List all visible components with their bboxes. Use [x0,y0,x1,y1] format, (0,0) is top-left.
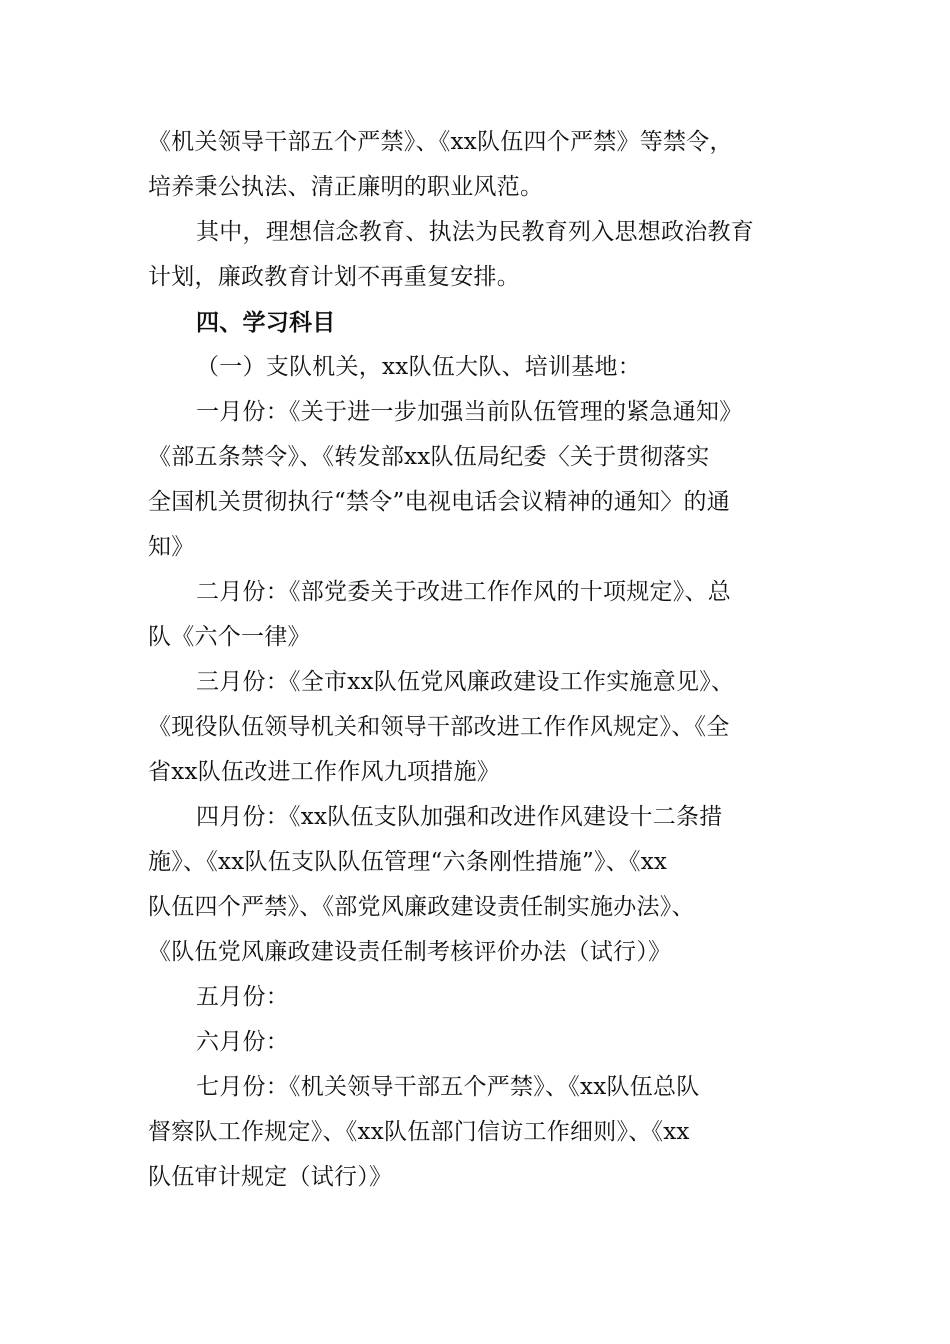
paragraph-line: 《队伍党风廉政建设责任制考核评价办法（试行）》 [148,939,672,965]
section-heading: 四、学习科目 [196,309,336,336]
paragraph-line: 队伍审计规定（试行）》 [148,1164,393,1190]
paragraph-line: 四月份：《xx队伍支队加强和改进作风建设十二条措 [196,804,723,830]
paragraph-line: 全国机关贯彻执行“禁令”电视电话会议精神的通知〉的通 [148,489,731,515]
paragraph-line: 队《六个一律》 [148,624,311,650]
paragraph-line: 三月份：《全市xx队伍党风廉政建设工作实施意见》、 [196,669,735,695]
paragraph-line: 二月份：《部党委关于改进工作作风的十项规定》、总 [196,579,731,605]
paragraph-line: 六月份： [196,1029,289,1055]
paragraph-line: 计划，廉政教育计划不再重复安排。 [148,264,520,290]
paragraph-line: 培养秉公执法、清正廉明的职业风范。 [148,174,544,200]
paragraph-line: 《部五条禁令》、《转发部xx队伍局纪委〈关于贯彻落实 [148,444,710,470]
paragraph-line: 五月份： [196,984,289,1010]
paragraph-line: 一月份：《关于进一步加强当前队伍管理的紧急通知》 [196,399,743,425]
paragraph-line: 知》 [148,534,195,560]
subsection-heading: （一）支队机关，xx队伍大队、培训基地： [196,354,641,380]
paragraph-line: 施》、《xx队伍支队队伍管理“六条刚性措施”》、《xx [148,849,668,875]
document-body [148,120,810,1200]
paragraph-line: 省xx队伍改进工作作风九项措施》 [148,759,500,785]
paragraph-line: 七月份：《机关领导干部五个严禁》、《xx队伍总队 [196,1074,700,1100]
paragraph-line: 《现役队伍领导机关和领导干部改进工作作风规定》、《全 [148,714,730,740]
paragraph-line: 其中，理想信念教育、执法为民教育列入思想政治教育 [196,219,754,245]
paragraph-line: 《机关领导干部五个严禁》、《xx队伍四个严禁》等禁令， [148,129,733,155]
paragraph-line: 队伍四个严禁》、《部党风廉政建设责任制实施办法》、 [148,894,695,920]
paragraph-line: 督察队工作规定》、《xx队伍部门信访工作细则》、《xx [148,1119,690,1145]
